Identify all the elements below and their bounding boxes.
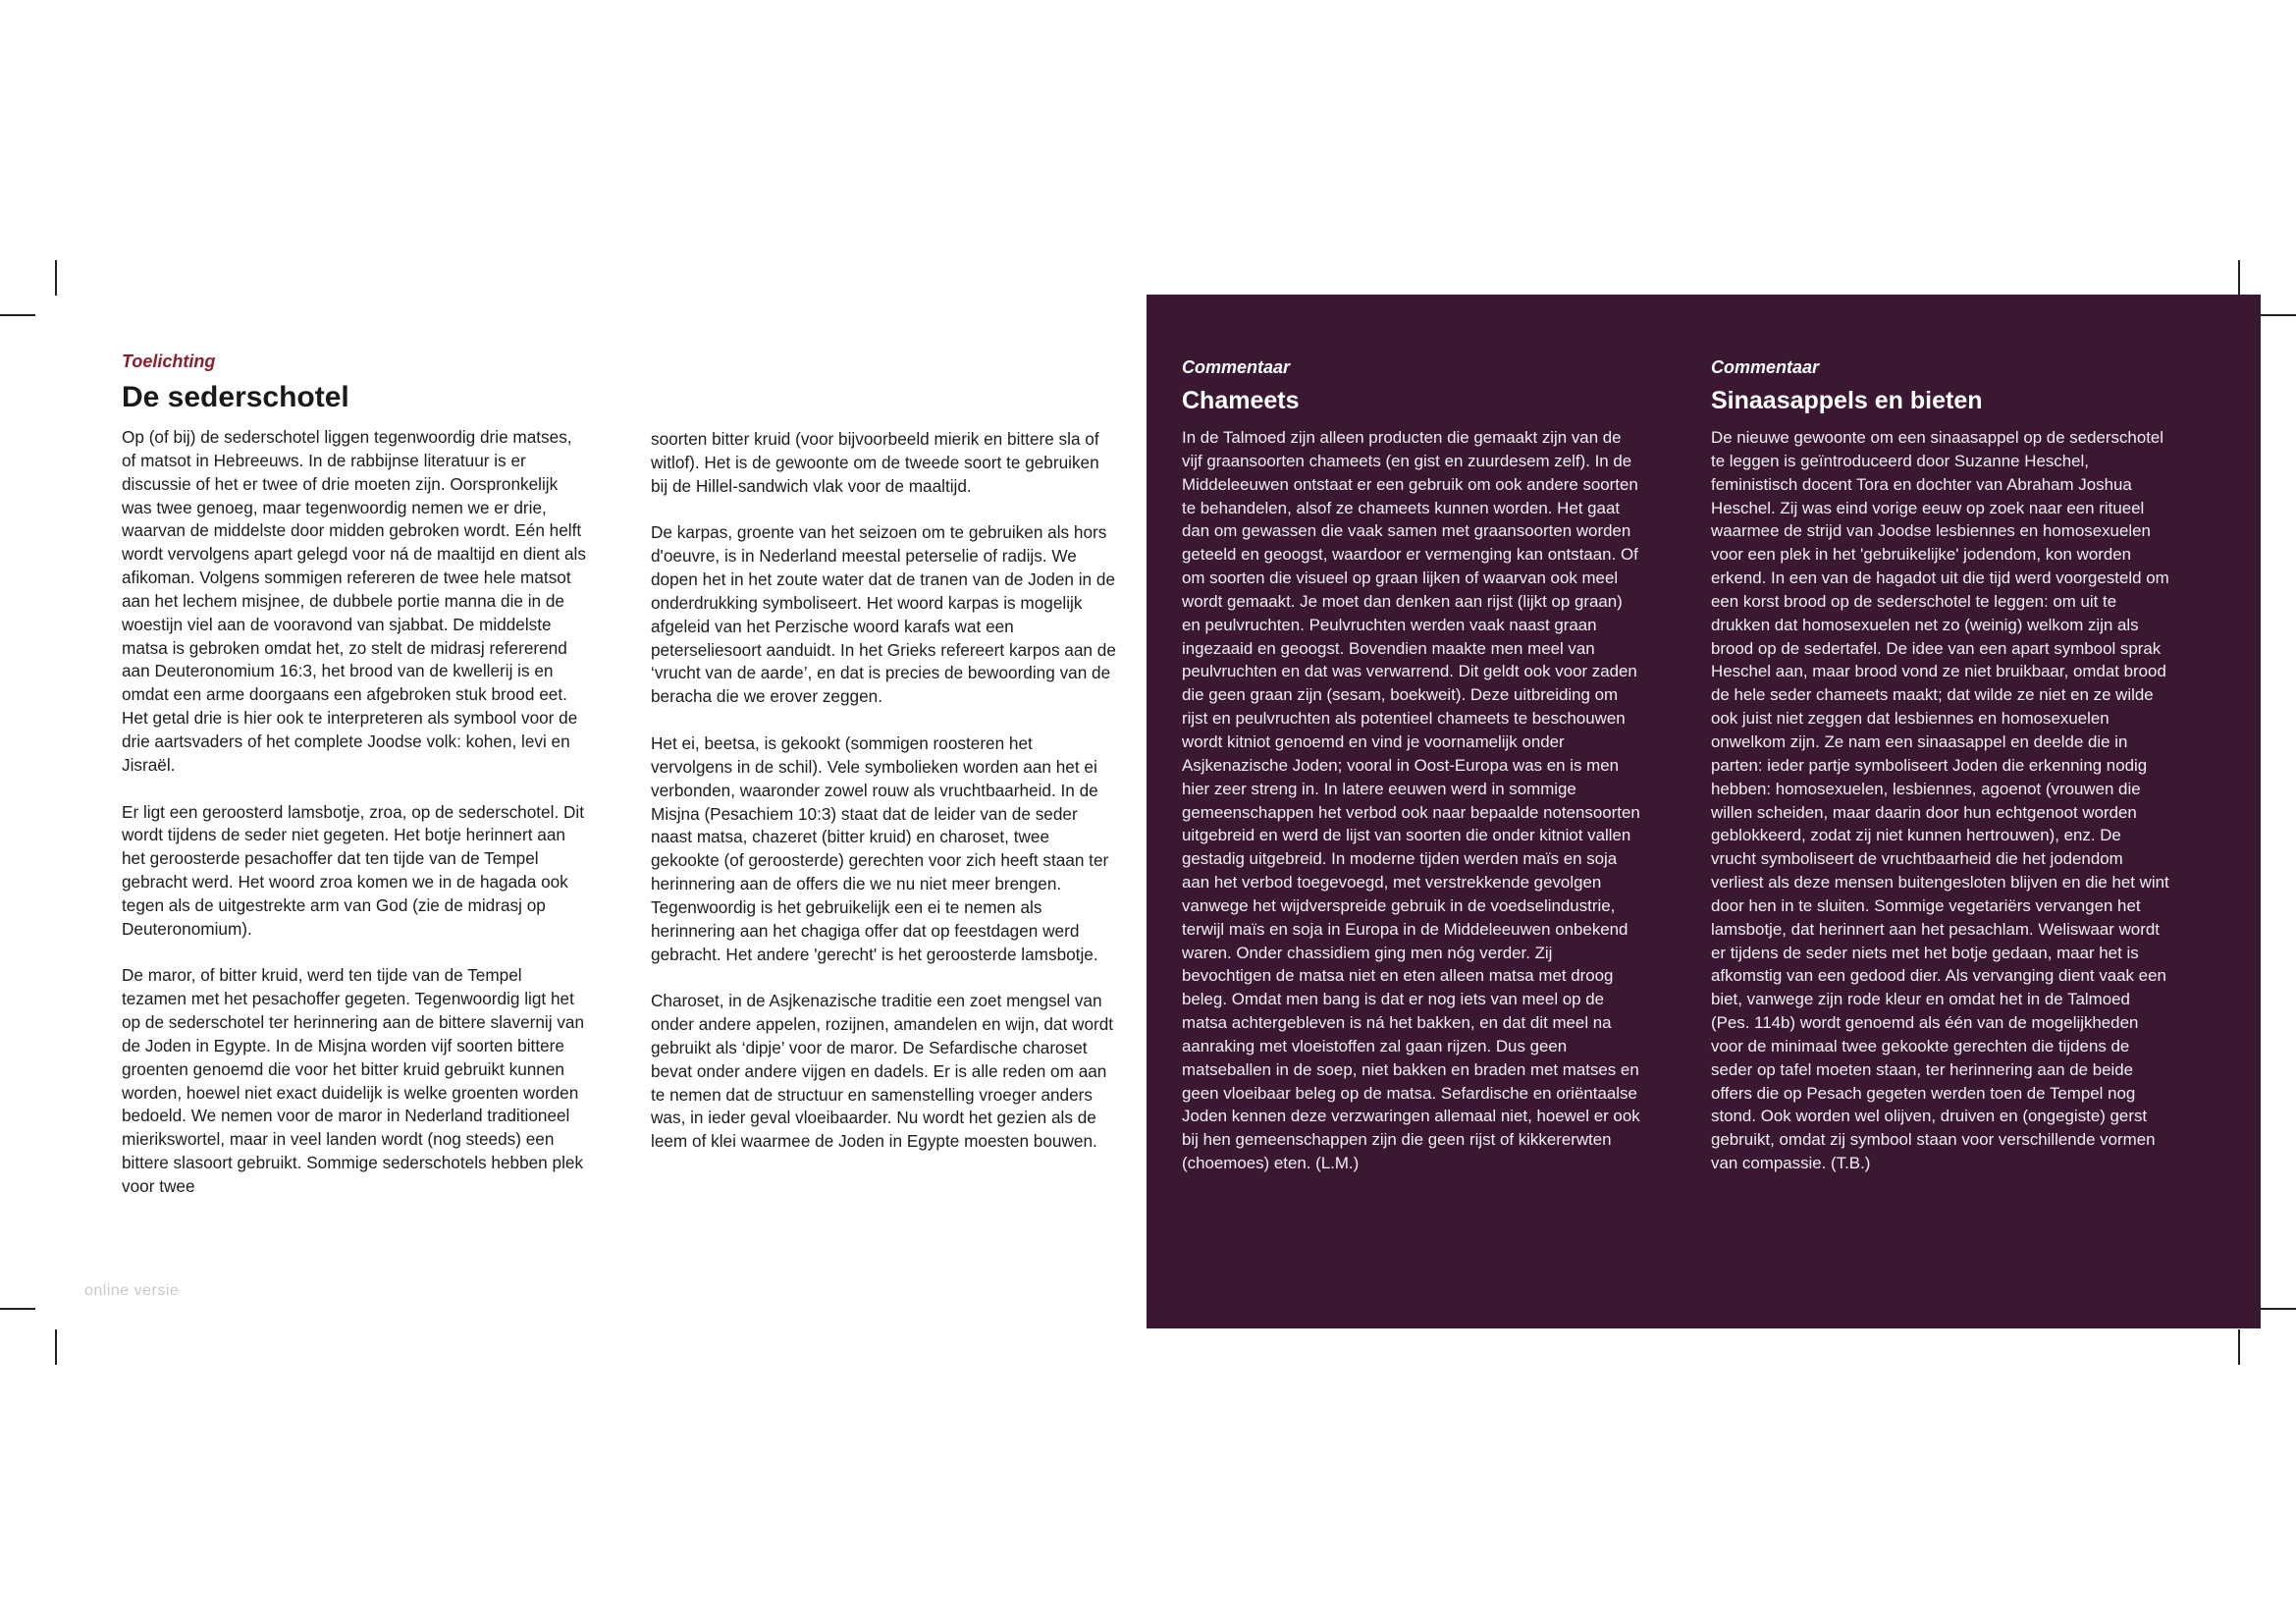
crop-mark (2261, 1308, 2296, 1310)
section-title: Sinaasappels en bieten (1711, 387, 1983, 414)
paragraph: De maror, of bitter kruid, werd ten tijde van de Tempel tezamen met het pesachoffer gegeten. Tegenwoordig ligt het op de sederschotel ter herinnering aan de bittere slavernij van de Joden in Egypte. In de Misjna worden vijf soorten bittere groenten genoemd die voor het bitter kruid gebruikt kunnen worden, hoewel niet exact duidelijk is welke groenten worden bedoeld. We nemen voor de maror in Nederland traditioneel mierikswortel, maar in veel landen wordt (nog steeds) een bittere slasoort gebruikt. Sommige sederschotels hebben plek voor twee (122, 965, 585, 1196)
toelichting-column-2 (651, 428, 1117, 1177)
toelichting-column-1 (122, 350, 588, 1222)
crop-mark (2238, 260, 2240, 296)
paragraph: Op (of bij) de sederschotel liggen tegenwoordig drie matses, of matsot in Hebreeuws. In de rabbijnse literatuur is er discussie of het er twee of drie moeten zijn. Oorspronkelijk was twee genoeg, maar tegenwoordig nemen we er drie, waarvan de middelste door midden gebroken wordt. Eén helft wordt vervolgens apart gelegd voor ná de maaltijd en dient als afikoman. Volgens sommigen refereren de twee hele matsot aan het lechem misjnee, de dubbele portie manna die in de woestijn viel aan de vooravond van sjabbat. De middelste matsa is gebroken omdat het, zo stelt de midrasj refererend aan Deuteronomium 16:3, het brood van de kwellerij is en omdat een arme doorgaans een afgebroken stuk brood eet. Het getal drie is hier ook te interpreteren als symbool voor de drie aartsvaders of het complete Joodse volk: kohen, levi en Jisraël. (122, 427, 586, 775)
paragraph: soorten bitter kruid (voor bijvoorbeeld mierik en bittere sla of witlof). Het is de gewoonte om de tweede soort te gebruiken bij de Hillel-sandwich vlak voor de maaltijd. (651, 429, 1099, 496)
paragraph: De karpas, groente van het seizoen om te gebruiken als hors d'oeuvre, is in Nederland meestal peterselie of radijs. We dopen het in het zoute water dat de tranen van de Joden in de onderdrukking symboliseert. Het woord karpas is mogelijk afgeleid van het Perzische woord karafs wat een peterseliesoort aanduidt. In het Grieks refereert karpos aan de ‘vrucht van de aarde’, en dat is precies de bewoording van de beracha die we erover zeggen. (651, 522, 1116, 707)
footer-note: online versie (84, 1282, 180, 1299)
section-label: Commentaar (1711, 357, 1820, 377)
page-title: De sederschotel (122, 381, 349, 413)
crop-mark (2261, 314, 2296, 316)
section-label: Commentaar (1182, 357, 1291, 377)
commentary-panel (1147, 295, 2261, 1328)
section-title: Chameets (1182, 387, 1300, 414)
paragraph: De nieuwe gewoonte om een sinaasappel op de sederschotel te leggen is geïntroduceerd door Suzanne Heschel, feministisch docent Tora en dochter van Abraham Joshua Heschel. Zij was eind vorige eeuw op zoek naar een ritueel waarmee de strijd van Joodse lesbiennes en homosexuelen voor een plek in het 'gebruikelijke' jodendom, kon worden erkend. In een van de hagadot uit die tijd werd voorgesteld om een korst brood op de sederschotel te leggen: om uit te drukken dat homosexuelen net zo (weinig) welkom zijn als brood op de sedertafel. De idee van een apart symbool sprak Heschel aan, maar brood vond ze niet bruikbaar, omdat brood de hele seder chameets maakt; dat wilde ze niet en ze wilde ook juist niet zeggen dat lesbiennes en homosexuelen onwelkom zijn. Ze nam een sinaasappel en deelde die in parten: ieder partje symboliseert Joden die erkenning nodig hebben: homosexuelen, lesbiennes, agoenot (vrouwen die willen scheiden, maar daarin door hun echtgenoot worden geblokkeerd, zodat zij niet kunnen hertrouwen), enz. De vrucht symboliseert de vruchtbaarheid die het jodendom verliest als deze mensen buitengesloten blijven en die het wint door hen in te sluiten. Sommige vegetariërs vervangen het lamsbotje, dat herinnert aan het pesachlam. Weliswaar wordt er tijdens de seder niets met het botje gedaan, maar het is afkomstig van een gedood dier. Als vervanging dient vaak een biet, vanwege zijn rode kleur en omdat het in de Talmoed (Pes. 114b) wordt genoemd als één van de mogelijkheden voor de minimaal twee gekookte gerechten die tijdens de seder op tafel moeten staan, ter herinnering aan de beide offers die op Pesach gegeten werden toen de Tempel nog stond. Ook worden wel olijven, druiven en (ongegiste) gerst gebruikt, omdat zij symbool staan voor verschillende vormen van compassie. (T.B.) (1711, 428, 2169, 1173)
commentary-chameets (1182, 355, 1641, 1175)
paragraph: Er ligt een geroosterd lamsbotje, zroa, op de sederschotel. Dit wordt tijdens de seder niet gegeten. Het botje herinnert aan het geroosterde pesachoffer dat ten tijde van de Tempel gebracht werd. Het woord zroa komen we in de hagada ook tegen als de uitgestrekte arm van God (zie de midrasj op Deuteronomium). (122, 801, 584, 939)
section-label: Toelichting (122, 352, 216, 371)
crop-mark (0, 314, 35, 316)
crop-mark (55, 260, 57, 296)
commentary-sinaasappels (1711, 355, 2170, 1175)
crop-mark (55, 1329, 57, 1365)
crop-mark (0, 1308, 35, 1310)
paragraph: Charoset, in de Asjkenazische traditie een zoet mengsel van onder andere appelen, rozijnen, amandelen en wijn, dat wordt gebruikt als ‘dipje’ voor de maror. De Sefardische charoset bevat onder andere vijgen en dadels. Er is alle reden om aan te nemen dat de structuur en samenstelling vroeger anders was, in ieder geval vloeibaarder. Nu wordt het gezien als de leem of klei waarmee de Joden in Egypte moesten bouwen. (651, 991, 1114, 1152)
crop-mark (2238, 1329, 2240, 1365)
paragraph: In de Talmoed zijn alleen producten die gemaakt zijn van de vijf graansoorten chameets (en gist en zuurdesem zelf). In de Middeleeuwen ontstaat er een gebruik om ook andere soorten te behandelen, alsof ze chameets kunnen worden. Het gaat dan om gewassen die vaak samen met graansoorten worden geteeld en geoogst, waardoor er vermenging kan ontstaan. Of om soorten die visueel op graan lijken of waarvan ook meel wordt gemaakt. Je moet dan denken aan rijst (lijkt op graan) en peulvruchten. Peulvruchten werden vaak naast graan ingezaaid en geoogst. Bovendien maakte men meel van peulvruchten en dat was verwarrend. Dit geldt ook voor zaden die geen graan zijn (sesam, boekweit). Deze uitbreiding om rijst en peulvruchten als potentieel chameets te beschouwen wordt kitniot genoemd en vind je voornamelijk onder Asjkenazische Joden; vooral in Oost-Europa was en is men hier zeer streng in. In latere eeuwen werd in sommige gemeenschappen het verbod ook naar bepaalde notensoorten uitgebreid en werd de lijst van soorten die onder kitniot vallen gestadig uitgebreid. In moderne tijden werden maïs en soja aan het verbod toegevoegd, met verstrekkende gevolgen vanwege het wijdverspreide gebruik in de voedselindustrie, terwijl maïs en soja in Europa in de Middeleeuwen onbekend waren. Onder chassidiem ging men nóg verder. Zij bevochtigen de matsa niet en eten alleen matsa met droog beleg. Omdat men bang is dat er nog iets van meel op de matsa achtergebleven is ná het bakken, en dat dit meel na aanraking met vloeistoffen zal gaan rijzen. Dus geen matseballen in de soep, niet bakken en braden met matses en geen vloeibaar beleg op de matsa. Sefardische en oriëntaalse Joden kennen deze verzwaringen allemaal niet, hoewel er ook bij hen gemeenschappen zijn die geen rijst of kikkererwten (choemoes) eten. (L.M.) (1182, 428, 1640, 1173)
paragraph: Het ei, beetsa, is gekookt (sommigen roosteren het vervolgens in de schil). Vele symbolieken worden aan het ei verbonden, waaronder zowel rouw als vruchtbaarheid. In de Misjna (Pesachiem 10:3) staat dat de leider van de seder naast matsa, chazeret (bitter kruid) en charoset, twee gekookte (of geroosterde) gerechten voor zich heeft staan ter herinnering aan de offers die we nu niet meer brengen. Tegenwoordig is het gebruikelijk een ei te nemen als herinnering aan het chagiga offer dat op feestdagen werd gebracht. Het andere 'gerecht' is het geroosterde lamsbotje. (651, 732, 1109, 964)
